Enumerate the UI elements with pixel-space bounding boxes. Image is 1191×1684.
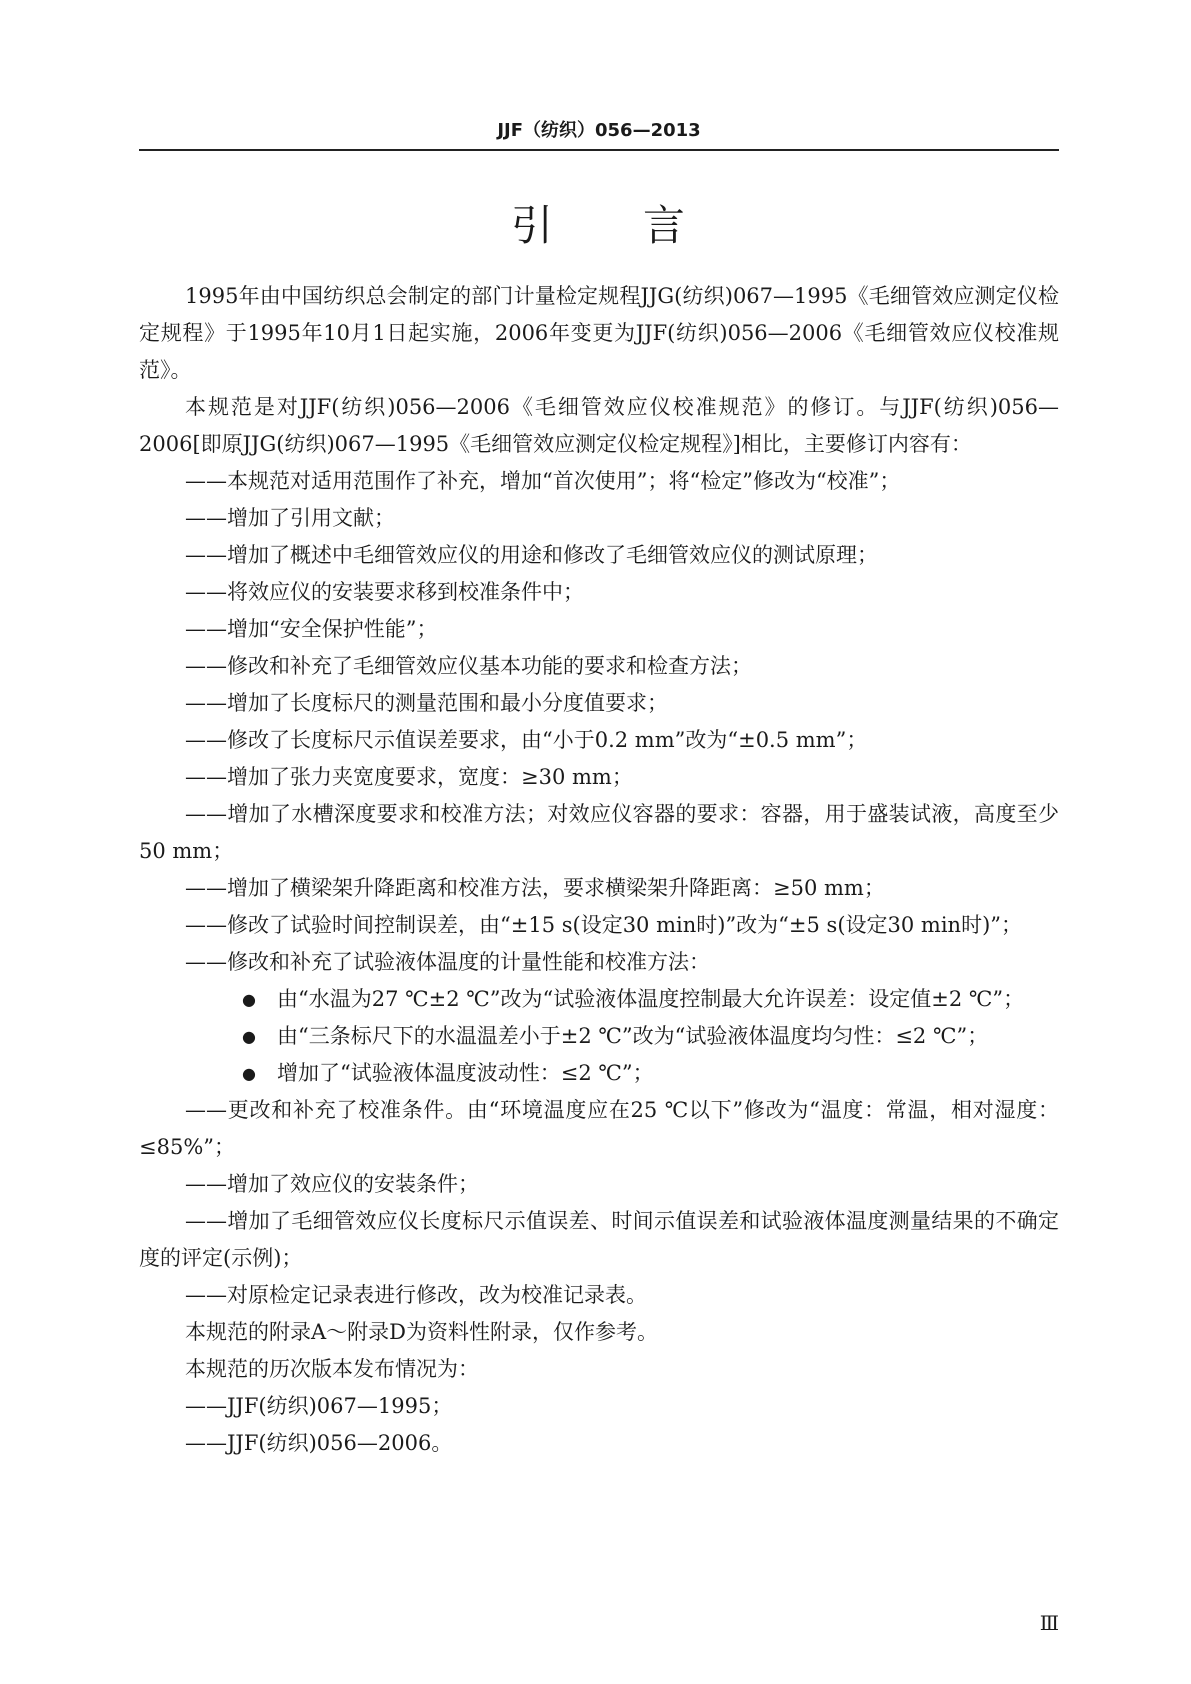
running-header: JJF（纺织）056—2013 xyxy=(497,120,701,141)
list-item: ——JJF(纺织)067—1995； xyxy=(185,1394,453,1418)
list-item: ——增加了概述中毛细管效应仪的用途和修改了毛细管效应仪的测试原理； xyxy=(185,543,878,567)
list-item: ——JJF(纺织)056—2006。 xyxy=(185,1431,453,1455)
paragraph: 本规范的附录A～附录D为资料性附录，仅作参考。 xyxy=(185,1320,659,1344)
list-item: ——增加了水槽深度要求和校准方法；对效应仪容器的要求：容器，用于盛装试液，高度至少50 mm； xyxy=(139,802,1059,863)
list-item: ——增加了毛细管效应仪长度标尺示值误差、时间示值误差和试验液体温度测量结果的不确定度的评定(示例)； xyxy=(139,1209,1059,1270)
paragraph: 本规范是对JJF(纺织)056—2006《毛细管效应仪校准规范》的修订。与JJF(纺织)056—2006[即原JJG(纺织)067—1995《毛细管效应测定仪检定规程》]相比，主要修订内容有： xyxy=(139,395,1059,456)
bullet-item: ● 由“三条标尺下的水温温差小于±2 ℃”改为“试验液体温度均匀性：≤2 ℃”； xyxy=(242,1018,1059,1055)
title-char-2: 言 xyxy=(643,201,688,250)
title-char-1: 引 xyxy=(510,201,555,250)
list-item: ——增加了横梁架升降距离和校准方法，要求横梁架升降距离：≥50 mm； xyxy=(185,876,885,900)
list-item: ——本规范对适用范围作了补充，增加“首次使用”；将“检定”修改为“校准”； xyxy=(185,469,901,493)
page-number: Ⅲ xyxy=(1039,1611,1059,1635)
bullet-item: ● 增加了“试验液体温度波动性：≤2 ℃”； xyxy=(242,1055,1059,1092)
list-item: ——增加“安全保护性能”； xyxy=(185,617,438,641)
section-title xyxy=(139,193,1059,253)
list-item: ——修改了长度标尺示值误差要求，由“小于0.2 mm”改为“±0.5 mm”； xyxy=(185,728,868,752)
list-item: ——修改和补充了毛细管效应仪基本功能的要求和检查方法； xyxy=(185,654,752,678)
list-item: ——对原检定记录表进行修改，改为校准记录表。 xyxy=(185,1283,647,1307)
list-item: ——增加了效应仪的安装条件； xyxy=(185,1172,479,1196)
body-text xyxy=(139,278,1059,1462)
list-item: ——修改和补充了试验液体温度的计量性能和校准方法： xyxy=(185,950,710,974)
list-item: ——增加了引用文献； xyxy=(185,506,395,530)
list-item: ——增加了长度标尺的测量范围和最小分度值要求； xyxy=(185,691,668,715)
list-item: ——增加了张力夹宽度要求，宽度：≥30 mm； xyxy=(185,765,633,789)
header-rule xyxy=(139,149,1059,151)
bullet-item: ● 由“水温为27 ℃±2 ℃”改为“试验液体温度控制最大允许误差：设定值±2 ℃”； xyxy=(242,981,1059,1018)
paragraph: 本规范的历次版本发布情况为： xyxy=(185,1357,479,1381)
list-item: ——将效应仪的安装要求移到校准条件中； xyxy=(185,580,584,604)
list-item: ——更改和补充了校准条件。由“环境温度应在25 ℃以下”修改为“温度：常温，相对湿度：≤85%”； xyxy=(139,1098,1059,1159)
paragraph: 1995年由中国纺织总会制定的部门计量检定规程JJG(纺织)067—1995《毛细管效应测定仪检定规程》于1995年10月1日起实施，2006年变更为JJF(纺织)056—2006《毛细管效应仪校准规范》。 xyxy=(139,284,1059,382)
list-item: ——修改了试验时间控制误差，由“±15 s(设定30 min时)”改为“±5 s(设定30 min时)”； xyxy=(185,913,1022,937)
